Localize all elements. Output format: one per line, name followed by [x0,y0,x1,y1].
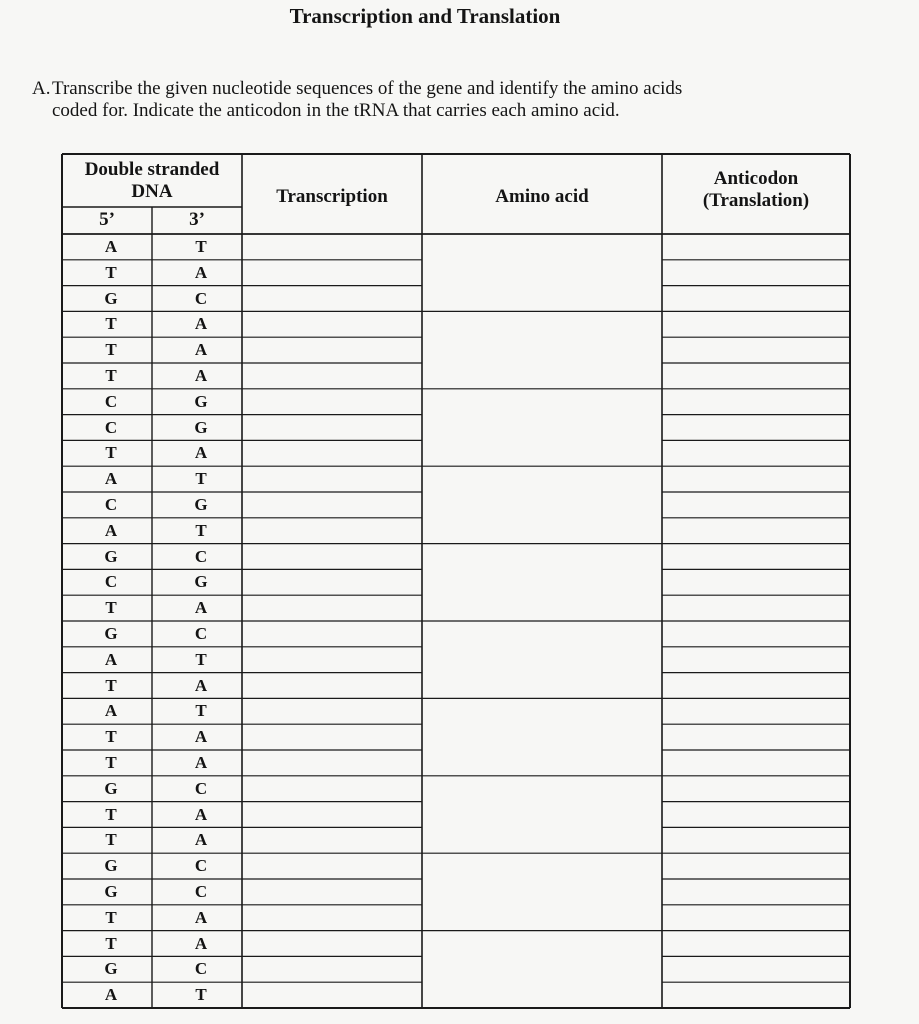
dna-3-prime-base: G [194,495,208,514]
dna-3-prime-base: A [194,753,208,772]
dna-3-prime-base: G [194,417,208,437]
header-anticodon-line-2: (Translation) [702,190,810,211]
dna-3-prime-base: C [194,778,208,798]
header-3-prime: 3’ [189,209,205,230]
dna-5-prime-base: G [104,882,118,901]
dna-3-prime-base: T [195,649,207,669]
dna-5-prime-base: T [105,830,117,850]
dna-5-prime-base: A [104,701,118,721]
dna-3-prime-base: G [194,572,208,592]
dna-3-prime-base: A [194,727,208,747]
dna-5-prime-base: T [105,753,117,772]
dna-3-prime-base: A [194,933,208,953]
dna-5-prime-base: T [105,727,117,747]
dna-5-prime-base: G [104,856,118,876]
dna-3-prime-base: G [194,391,208,411]
dna-3-prime-base: A [194,366,208,385]
dna-5-prime-base: T [105,907,117,927]
dna-5-prime-base: T [105,675,117,695]
dna-3-prime-base: A [194,907,208,927]
dna-5-prime-base: A [104,520,118,540]
dna-3-prime-base: A [194,340,208,360]
dna-5-prime-base: T [105,366,117,385]
dna-5-prime-base: G [104,288,118,308]
dna-5-prime-base: G [104,624,118,643]
dna-3-prime-base: T [195,520,207,540]
dna-3-prime-base: C [194,624,208,643]
dna-3-prime-base: C [194,882,208,901]
header-dna-line-1: Double stranded [84,159,220,180]
dna-5-prime-base: C [104,391,118,411]
instructions-line-2: coded for. Indicate the anticodon in the tRNA that carries each amino acid. [52,100,620,121]
dna-3-prime-base: T [195,701,207,721]
dna-3-prime-base: A [194,262,208,282]
dna-3-prime-base: C [194,856,208,876]
dna-5-prime-base: G [104,959,118,979]
dna-3-prime-base: C [194,546,208,566]
dna-5-prime-base: T [105,598,117,618]
dna-5-prime-base: G [104,778,118,798]
dna-5-prime-base: C [104,495,118,514]
dna-5-prime-base: T [105,443,117,463]
dna-5-prime-base: T [105,804,117,824]
header-amino-acid: Amino acid [495,186,589,207]
dna-3-prime-base: T [195,985,207,1005]
dna-5-prime-base: T [105,314,117,334]
dna-5-prime-base: T [105,262,117,282]
dna-5-prime-base: A [104,649,118,669]
dna-3-prime-base: A [194,675,208,695]
dna-3-prime-base: C [194,959,208,979]
dna-3-prime-base: T [195,469,207,489]
dna-5-prime-base: A [104,985,118,1005]
dna-5-prime-base: C [104,417,118,437]
header-transcription: Transcription [276,186,388,207]
dna-3-prime-base: A [194,443,208,463]
dna-3-prime-base: A [194,598,208,618]
dna-5-prime-base: A [104,237,118,256]
section-letter: A. [32,78,51,99]
dna-5-prime-base: C [104,572,118,592]
header-dna [62,159,242,203]
dna-3-prime-base: C [194,288,208,308]
dna-5-prime-base: T [105,933,117,953]
dna-3-prime-base: A [194,830,208,850]
header-anticodon [662,168,850,212]
dna-5-prime-base: G [104,546,118,566]
instructions-line-1: Transcribe the given nucleotide sequences of the gene and identify the amino acids [52,78,683,99]
dna-3-prime-base: A [194,804,208,824]
dna-5-prime-base: T [105,340,117,360]
header-5-prime: 5’ [99,209,115,230]
header-anticodon-line-1: Anticodon [713,168,799,189]
dna-3-prime-base: A [194,314,208,334]
header-dna-line-2: DNA [131,181,173,202]
dna-3-prime-base: T [195,237,207,256]
worksheet-title: Transcription and Translation [289,4,561,28]
dna-5-prime-base: A [104,469,118,489]
